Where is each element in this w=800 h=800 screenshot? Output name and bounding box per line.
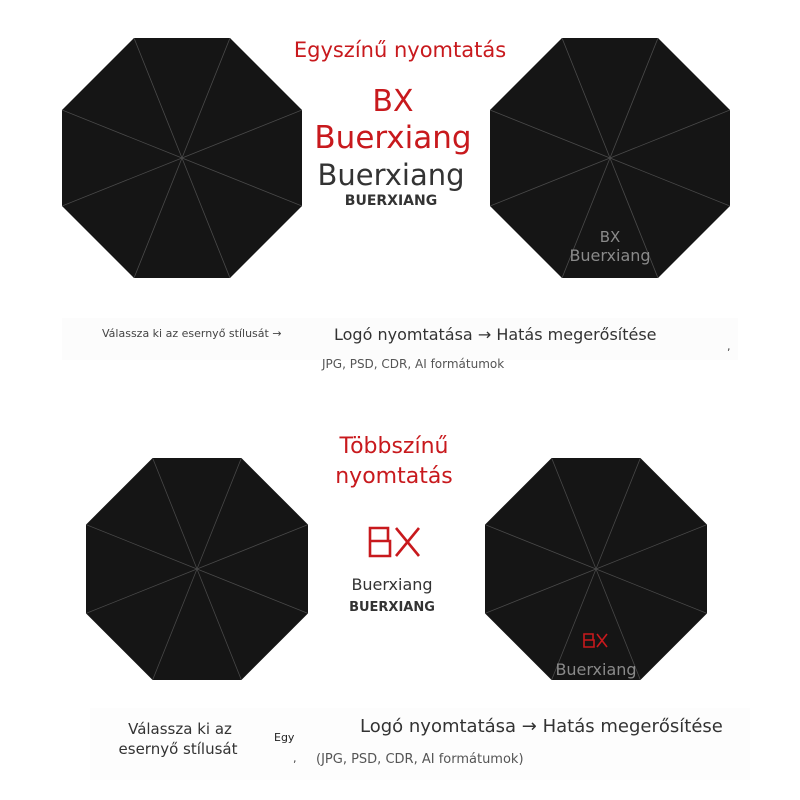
tick-mark: , [727,340,731,353]
logo-bx-monogram [367,524,423,564]
formats-note-multi: (JPG, PSD, CDR, AI formátumok) [316,752,524,767]
logo-caps: BUERXIANG [344,193,438,206]
logo-name-gray: Buerxiang [317,158,465,192]
umbrella-print-name-multi: Buerxiang [555,660,637,679]
umbrella-print-name: Buerxiang [569,246,651,265]
section-title-multi-color-line1: Többszínű [339,434,449,459]
formats-note: JPG, PSD, CDR, AI formátumok [322,357,505,371]
step-print-confirm: Logó nyomtatása → Hatás megerősítése [334,325,657,344]
logo-name-red: Buerxiang [314,120,472,156]
umbrella-plain-single-color [62,38,302,278]
step-print-confirm-multi: Logó nyomtatása → Hatás megerősítése [360,716,723,737]
umbrella-plain-multi-color [86,458,308,680]
tick-mark-bottom: , [293,752,297,765]
logo-caps-multi: BUERXIANG [349,600,435,612]
umbrella-print-bx-logo [583,632,609,652]
step-choose-umbrella-line1: Válassza ki az [128,720,232,738]
step-choose-umbrella-line2: esernyő stílusát [118,740,238,758]
section-title-single-color: Egyszínű nyomtatás [293,38,507,62]
umbrella-print-bx: BX [599,228,621,246]
logo-bx-text: BX [372,84,414,119]
logo-name-multi: Buerxiang [351,575,433,594]
section-title-multi-color-line2: nyomtatás [335,464,453,489]
step-choose-umbrella: Válassza ki az esernyő stílusát → [102,327,282,340]
step-fragment: Egy [274,731,295,744]
